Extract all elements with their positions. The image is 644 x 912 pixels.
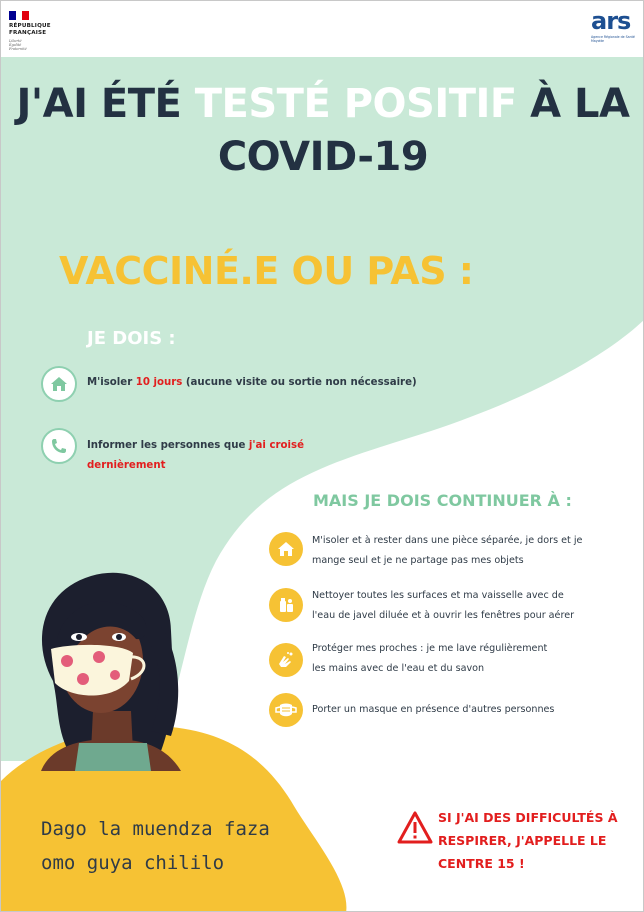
- mask-icon: [269, 693, 303, 727]
- mais-item4-line1: Porter un masque en présence d'autres personnes: [312, 704, 555, 715]
- warning-icon: [397, 811, 433, 845]
- pupil-left: [76, 634, 82, 640]
- ars-logo-text: ars: [591, 7, 631, 35]
- ars-logo-subtitle: Agence Régionale de Santé Mayotte: [591, 35, 635, 43]
- cleaning-icon: [269, 588, 303, 622]
- subtitle: VACCINÉ.E OU PAS :: [59, 249, 474, 293]
- handwash-icon: [269, 643, 303, 677]
- item1-text-red: 10 jours: [135, 377, 183, 388]
- mask-strawberry-4: [110, 670, 120, 680]
- je-dois-item-1: [87, 373, 417, 393]
- warning-line3: CENTRE 15 !: [438, 856, 525, 871]
- item2-text-before: Informer les personnes que: [87, 440, 249, 451]
- rf-motto: Liberté Égalité Fraternité: [9, 39, 27, 51]
- warning-line1: SI J'AI DES DIFFICULTÉS À: [438, 810, 618, 825]
- mais-item3-line2: les mains avec de l'eau et du savon: [312, 663, 485, 674]
- title-line2: COVID-19: [217, 134, 429, 180]
- house-icon: [269, 532, 303, 566]
- item2-text-red: j'ai croisé: [248, 440, 304, 451]
- title-part2: À LA: [516, 81, 630, 127]
- item1-text-before: M'isoler: [87, 377, 136, 388]
- mais-item-3: [312, 639, 612, 679]
- local-text-line2: omo guya chililo: [41, 852, 225, 874]
- mais-item3-line1: Protéger mes proches : je me lave régulièrement: [312, 643, 548, 654]
- mask-strawberry-3: [77, 673, 89, 685]
- mais-item1-line2: mange seul et je ne partage pas mes objets: [312, 555, 524, 566]
- title-line1: [1, 81, 644, 127]
- rf-line2: FRANÇAISE: [9, 30, 47, 36]
- house-icon: [41, 366, 77, 402]
- ars-logo: [591, 7, 641, 47]
- mais-heading: MAIS JE DOIS CONTINUER À :: [313, 491, 572, 510]
- phone-icon: [41, 428, 77, 464]
- item1-text-after: (aucune visite ou sortie non nécessaire): [182, 377, 417, 388]
- item2-text-line2: dernièrement: [87, 460, 166, 471]
- title-highlight: TESTÉ POSITIF: [194, 81, 517, 127]
- mais-item-1: [312, 531, 612, 571]
- mais-item2-line2: l'eau de javel diluée et à ouvrir les fenêtres pour aérer: [312, 610, 575, 621]
- woman-illustration: [1, 561, 261, 771]
- mask-strawberry-1: [61, 655, 73, 667]
- title-part1: J'AI ÉTÉ: [16, 81, 195, 127]
- mais-item1-line1: M'isoler et à rester dans une pièce séparée, je dors et je: [312, 535, 583, 546]
- republique-francaise-logo: [9, 11, 55, 51]
- local-language-text: [41, 812, 270, 880]
- mais-item2-line1: Nettoyer toutes les surfaces et ma vaisselle avec de: [312, 590, 564, 601]
- pupil-right: [116, 634, 122, 640]
- warning-text: [438, 806, 618, 875]
- rf-line1: RÉPUBLIQUE: [9, 23, 51, 29]
- tank-top: [75, 743, 151, 771]
- je-dois-heading: JE DOIS :: [87, 328, 176, 349]
- local-text-line1: Dago la muendza faza: [41, 818, 270, 840]
- marianne-flag-icon: [9, 11, 29, 20]
- warning-line2: RESPIRER, J'APPELLE LE: [438, 833, 607, 848]
- je-dois-item-2: [87, 436, 304, 476]
- mais-item-2: [312, 586, 612, 626]
- mask-strawberry-2: [93, 651, 105, 663]
- mais-item-4: [312, 700, 612, 720]
